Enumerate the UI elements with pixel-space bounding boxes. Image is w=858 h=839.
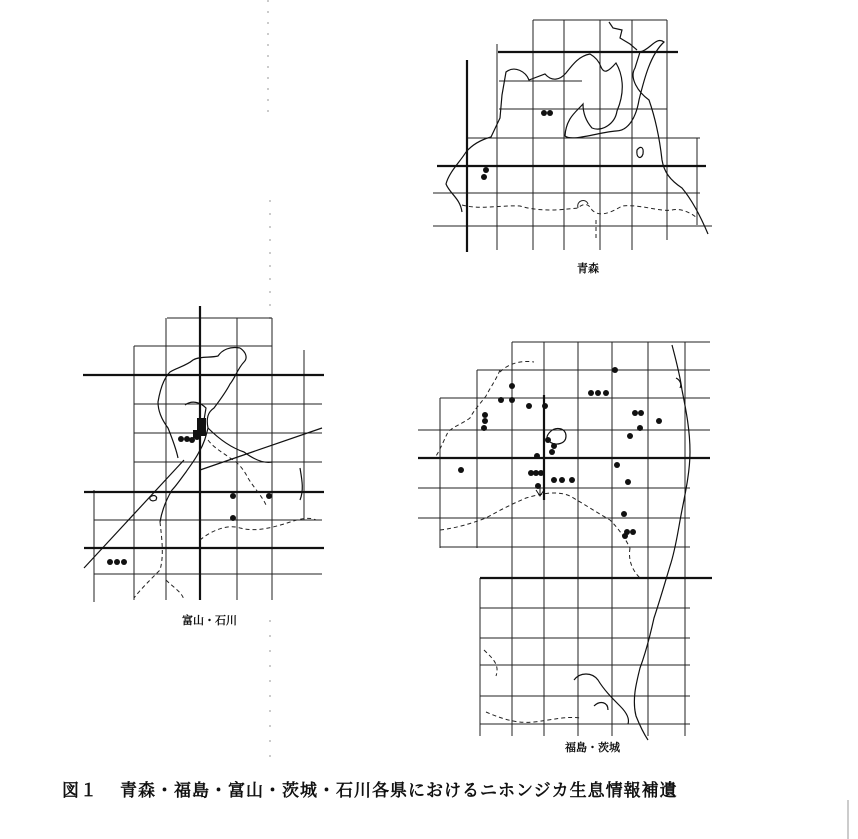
map-label-fukushima-ibaraki: 福島・茨城 bbox=[565, 741, 620, 754]
sighting-dot bbox=[627, 433, 633, 439]
sighting-dot bbox=[178, 436, 184, 442]
scan-noise bbox=[268, 0, 848, 839]
figure-number: 図１ bbox=[62, 781, 98, 801]
sighting-dot bbox=[559, 477, 565, 483]
coastline bbox=[150, 347, 303, 522]
sighting-dot bbox=[551, 477, 557, 483]
sighting-dot bbox=[230, 493, 236, 499]
sighting-dot bbox=[569, 477, 575, 483]
sighting-dot bbox=[230, 515, 236, 521]
sighting-dot bbox=[622, 533, 628, 539]
sighting-dot bbox=[121, 559, 127, 565]
sighting-dot bbox=[483, 167, 489, 173]
map-toyama-ishikawa bbox=[83, 306, 324, 602]
sighting-dot bbox=[612, 367, 618, 373]
sighting-dot bbox=[595, 390, 601, 396]
sighting-dot bbox=[547, 110, 553, 116]
grid-lines bbox=[94, 318, 322, 602]
sighting-dot bbox=[535, 483, 541, 489]
figure-caption bbox=[62, 776, 678, 801]
map-fukushima-ibaraki bbox=[418, 342, 712, 740]
sighting-dot bbox=[603, 390, 609, 396]
sighting-dot bbox=[481, 425, 487, 431]
map-label-toyama-ishikawa: 富山・石川 bbox=[182, 614, 237, 627]
coastline bbox=[547, 345, 690, 740]
grid-major bbox=[83, 306, 324, 600]
sighting-points bbox=[481, 110, 553, 180]
sighting-dot bbox=[542, 403, 548, 409]
sighting-dot bbox=[481, 174, 487, 180]
sighting-dot bbox=[625, 479, 631, 485]
sighting-dot bbox=[534, 453, 540, 459]
sighting-dot bbox=[632, 410, 638, 416]
sighting-dot bbox=[194, 434, 200, 440]
coastline bbox=[446, 22, 708, 234]
grid-lines bbox=[418, 342, 712, 736]
sighting-dot bbox=[498, 397, 504, 403]
sighting-dot bbox=[551, 443, 557, 449]
sighting-dot bbox=[630, 529, 636, 535]
sighting-dot bbox=[614, 462, 620, 468]
sighting-dot bbox=[528, 470, 534, 476]
sighting-dot bbox=[189, 437, 195, 443]
sighting-dot bbox=[458, 467, 464, 473]
sighting-dot bbox=[637, 425, 643, 431]
sighting-dot bbox=[509, 397, 515, 403]
map-aomori bbox=[433, 20, 712, 252]
sighting-dot bbox=[638, 410, 644, 416]
sighting-dot bbox=[107, 559, 113, 565]
sighting-dot bbox=[509, 383, 515, 389]
sighting-dot bbox=[266, 493, 272, 499]
sighting-dot bbox=[549, 449, 555, 455]
sighting-dot bbox=[545, 437, 551, 443]
sighting-dot bbox=[482, 412, 488, 418]
sighting-dot bbox=[184, 436, 190, 442]
grid-lines bbox=[433, 20, 712, 252]
sighting-dot bbox=[526, 403, 532, 409]
sighting-dot bbox=[541, 110, 547, 116]
sighting-dot bbox=[538, 470, 544, 476]
map-label-aomori: 青森 bbox=[577, 262, 599, 275]
sighting-dot bbox=[656, 418, 662, 424]
sighting-dot bbox=[114, 559, 120, 565]
sighting-dot bbox=[621, 511, 627, 517]
caption-text: 青森・福島・富山・茨城・石川各県におけるニホンジカ生息情報補遺 bbox=[120, 781, 678, 801]
sighting-points bbox=[458, 367, 662, 539]
grid-major bbox=[437, 52, 706, 252]
prefecture-border bbox=[436, 361, 640, 722]
sighting-dot bbox=[588, 390, 594, 396]
sighting-dot bbox=[482, 418, 488, 424]
